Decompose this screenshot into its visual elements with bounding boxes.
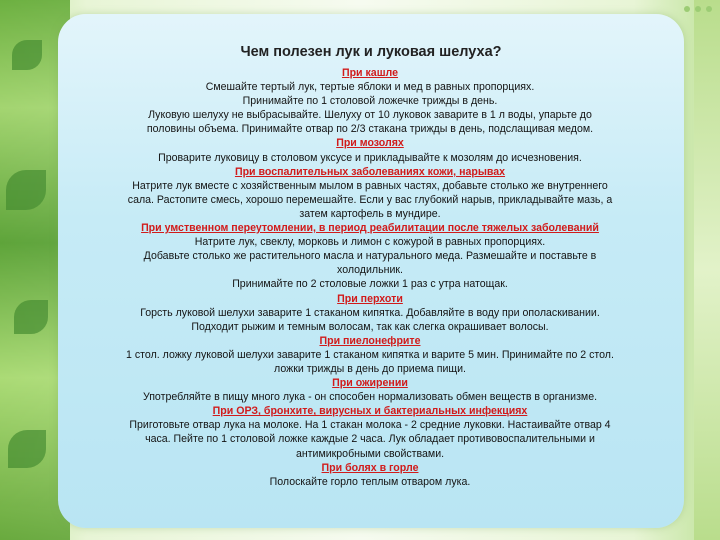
section-text-line: Натрите лук вместе с хозяйственным мылом в равных частях, добавьте столько же внутреннего	[132, 179, 608, 192]
leaf-ornament	[6, 170, 46, 210]
section-heading: При воспалительных заболеваниях кожи, нарывах	[234, 165, 506, 178]
section-text-line: сала. Растопите смесь, хорошо перемешайте. Если у вас глубокий нарыв, прикладывайте мазь, а	[127, 193, 613, 206]
section-text-line: часа. Пейте по 1 столовой ложке каждые 2 часа. Лук обладает противовоспалительными и	[145, 433, 595, 446]
section-text-line: антимикробными свойствами.	[295, 447, 445, 460]
section-text-line: затем картофель в мундире.	[299, 207, 441, 220]
section-text-line: Принимайте по 1 столовой ложечке трижды в день.	[242, 95, 498, 108]
section-text-line: Проварите луковицу в столовом уксусе и прикладывайте к мозолям до исчезновения.	[158, 151, 582, 164]
corner-dots-ornament	[684, 6, 712, 12]
section-text-line: Смешайте тертый лук, тертые яблоки и мед в равных пропорциях.	[205, 81, 535, 94]
section-heading: При болях в горле	[321, 461, 419, 474]
section-text-line: Приготовьте отвар лука на молоке. На 1 стакан молока - 2 средние луковки. Настаивайте отвар 4	[129, 419, 611, 432]
leaf-ornament	[12, 40, 42, 70]
section-text-line: ложки трижды в день до приема пищи.	[274, 362, 466, 375]
section-text-line: Добавьте столько же растительного масла и натурального меда. Размешайте и поставьте в	[143, 250, 597, 263]
leaf-ornament	[8, 430, 46, 468]
section-heading: При кашле	[341, 67, 399, 79]
section-text-line: Луковую шелуху не выбрасывайте. Шелуху от 10 луковок заварите в 1 л воды, упарьте до	[148, 109, 592, 122]
section-text-line: Горсть луковой шелухи заварите 1 стаканом кипятка. Добавляйте в воду при ополаскивании.	[140, 306, 600, 319]
section-text-line: половины объема. Принимайте отвар по 2/3 стакана трижды в день, подслащивая медом.	[146, 123, 594, 136]
right-decorative-border	[694, 0, 720, 540]
leaf-ornament	[14, 300, 48, 334]
section-text-line: 1 стол. ложку луковой шелухи заварите 1 стаканом кипятка и варите 5 мин. Принимайте по 2 стол.	[126, 348, 614, 361]
section-heading: При ожирении	[332, 377, 408, 390]
section-heading: При ОРЗ, бронхите, вирусных и бактериальных инфекциях	[212, 405, 528, 418]
section-heading: При мозолях	[336, 137, 404, 150]
section-text-line: Подходит рыжим и темным волосам, так как слегка окрашивает волосы.	[191, 320, 549, 333]
section-text-line: Полоскайте горло теплым отваром лука.	[269, 475, 471, 488]
section-text-line: Принимайте по 2 столовые ложки 1 раз с утра натощак.	[232, 278, 508, 291]
section-heading: При перхоти	[337, 292, 403, 305]
section-text-line: Натрите лук, свеклу, морковь и лимон с кожурой в равных пропорциях.	[194, 236, 546, 249]
section-heading: При пиелонефрите	[319, 334, 421, 347]
section-text-line: холодильник.	[337, 264, 403, 277]
remedies-list	[72, 66, 668, 489]
section-heading: При умственном переутомлении, в период реабилитации после тяжелых заболеваний	[141, 222, 599, 235]
section-text-line: Употребляйте в пищу много лука - он способен нормализовать обмен веществ в организме.	[142, 391, 598, 404]
page-title: Чем полезен лук и луковая шелуха?	[240, 44, 502, 60]
